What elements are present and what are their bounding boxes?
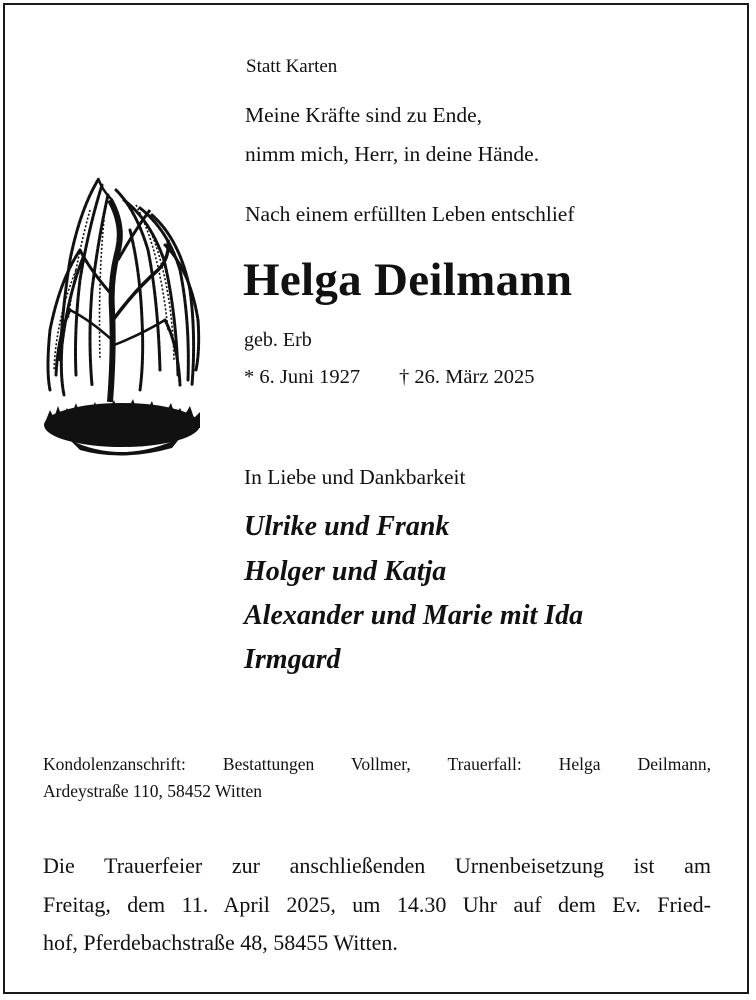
death-date: † 26. März 2025 bbox=[399, 366, 535, 388]
weeping-willow-icon bbox=[40, 170, 205, 460]
statt-karten-label: Statt Karten bbox=[246, 56, 338, 77]
mourner-name: Irmgard bbox=[244, 644, 341, 675]
funeral-info-line-1: Die Trauerfeier zur anschließenden Urnenbeisetzung ist am bbox=[43, 853, 711, 878]
deceased-name: Helga Deilmann bbox=[243, 254, 573, 306]
mourners-intro: In Liebe und Dankbarkeit bbox=[244, 465, 466, 489]
condolence-address-line-2: Ardeystraße 110, 58452 Witten bbox=[43, 781, 262, 801]
mourner-name: Ulrike und Frank bbox=[244, 511, 450, 542]
mourner-name: Holger und Katja bbox=[244, 556, 447, 587]
maiden-name: geb. Erb bbox=[244, 329, 312, 351]
mourner-name: Alexander und Marie mit Ida bbox=[244, 600, 584, 631]
verse-line-2: nimm mich, Herr, in deine Hände. bbox=[245, 142, 540, 166]
funeral-info-line-2: Freitag, dem 11. April 2025, um 14.30 Uhr auf dem Ev. Fried- bbox=[43, 892, 711, 917]
funeral-info-line-3: hof, Pferdebachstraße 48, 58455 Witten. bbox=[43, 930, 398, 955]
birth-date: * 6. Juni 1927 bbox=[244, 366, 361, 388]
condolence-address-line-1: Kondolenzanschrift: Bestattungen Vollmer, Trauerfall: Helga Deilmann, bbox=[43, 754, 711, 774]
intro-text: Nach einem erfüllten Leben entschlief bbox=[245, 202, 575, 226]
verse-line-1: Meine Kräfte sind zu Ende, bbox=[245, 103, 483, 127]
